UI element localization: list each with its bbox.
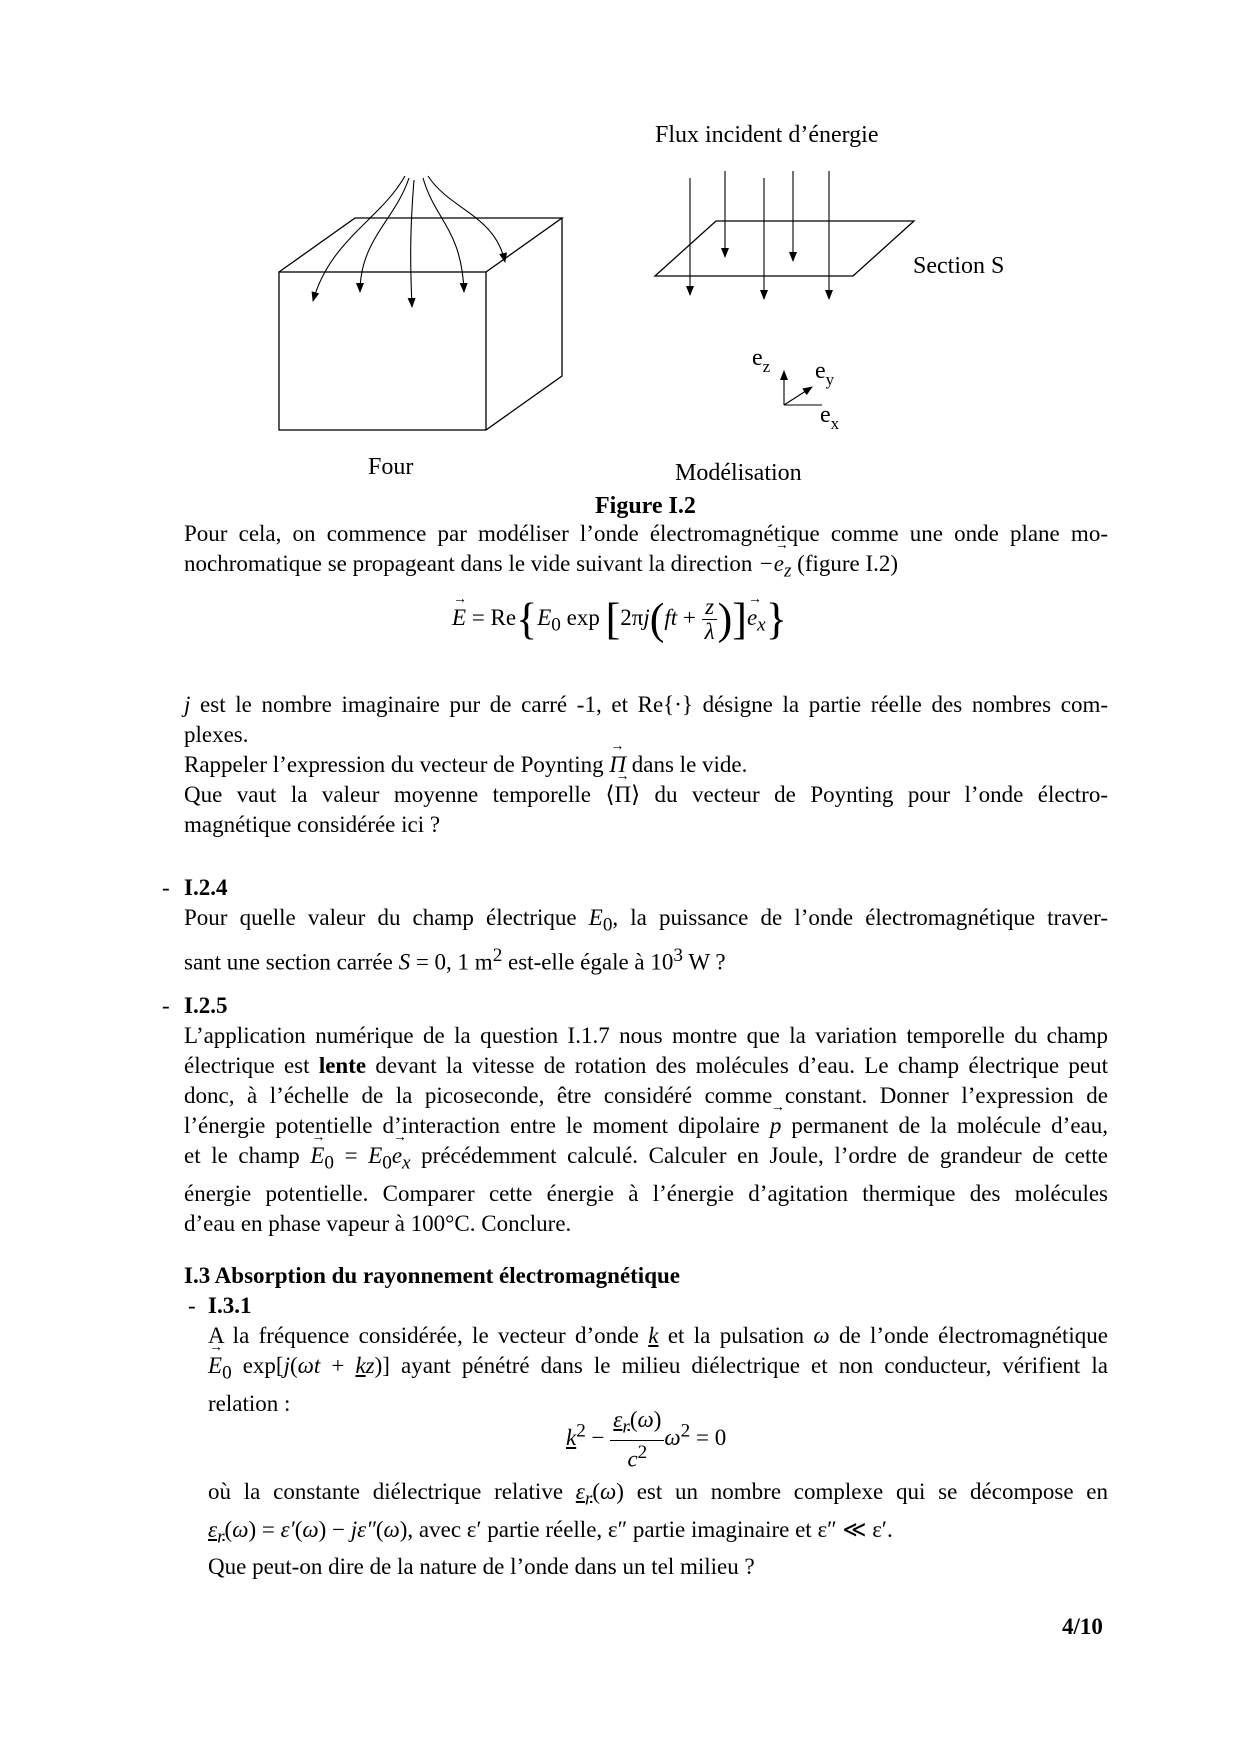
axis-ey-label: $e_y$ [815, 358, 835, 389]
q125-title: I.2.5 [184, 993, 228, 1018]
figure-caption: Figure I.2 [595, 493, 696, 519]
four-label: Four [368, 454, 414, 480]
j-paragraph: j est le nombre imaginaire pur de carré -1, et Re{·} désigne la partie réelle des nombres com- plexes. Rappeler l’expression du vecteur de Poynting → Π dans le vide. Que vaut la valeur moyenne temporelle ⟨→ Π⟩ du vecteur de Poynting pour l’onde électro- magnétique considérée ici ? [184, 690, 1108, 840]
oven-flux-arrows [313, 176, 505, 307]
q125-dash: - [162, 993, 170, 1018]
q131-title: I.3.1 [208, 1293, 252, 1318]
model-label: Modélisation [675, 460, 802, 486]
figure-diagram [0, 0, 1240, 470]
intro-paragraph: Pour cela, on commence par modéliser l’onde électromagnétique comme une onde plane mo- nochromatique se propageant dans le vide suivant la direction −→ $e_z$ (figure I.2) [184, 519, 1108, 587]
q125-text: L’application numérique de la question I.1.7 nous montre que la variation temporelle du champ électrique est lente devant la vitesse de rotation des molécules d’eau. Le champ électrique peut donc, à l’échelle de la picoseconde, être considéré comme constant. Donner l’expression de l’énergie potentielle d’interaction entre le moment dipolaire → p permanent de la molécule d’eau, et le champ → $E_0 = E_0\to e_x$ précédemment calculé. Calculer en Joule, l’ordre de grandeur de cette énergie potentielle. Comparer cette énergie à l’énergie d’agitation thermique des molécules d’eau en phase vapeur à 100°C. Conclure. [184, 1021, 1108, 1239]
q131-dash: - [188, 1293, 196, 1318]
section-label: Section S [913, 253, 1005, 279]
oven-cube [279, 218, 562, 430]
flux-label: Flux incident d’énergie [655, 122, 879, 148]
q124-dash: - [162, 875, 170, 900]
q131-text-a: A la fréquence considérée, le vecteur d’onde k et la pulsation ω de l’onde électromagnétique → $E_0$ exp[j(ωt + kz)] ayant pénétré dans le milieu diélectrique et non conducteur, vérifient la relation : [208, 1321, 1108, 1419]
axis-ex-label: $e_x$ [820, 402, 840, 433]
q131-text-b: où la constante diélectrique relative $\varepsilon_r(\omega)$ est un nombre complexe qui se décompose en $\varepsilon_r(\omega) = \varepsilon'(\omega) - j\varepsilon''(\omega)$, avec ε′ partie réelle, ε″ partie imaginaire et ε″ ≪ ε′. Que peut-on dire de la nature de l’onde dans un tel milieu ? [208, 1479, 1108, 1580]
section-13-title: I.3 Absorption du rayonnement électromagnétique [184, 1263, 680, 1288]
axis-ez-label: $e_z$ [752, 345, 771, 376]
equation-wave: → $E = Re\{E_0$ exp [2πj(ft + $\frac{z}{\lambda}$ )]→ $e_x$} [452, 595, 787, 644]
page-number: 4/10 [1062, 1614, 1103, 1639]
q124-title: I.2.4 [184, 875, 228, 900]
q124-text: Pour quelle valeur du champ électrique $E_0$, la puissance de l’onde électromagnétique traver- sant une section carrée S = 0, 1 $m^2$ est-elle égale à $10^3$ W ? [184, 905, 1108, 975]
section-plane [655, 221, 914, 276]
incident-flux-arrows [690, 171, 829, 299]
equation-dispersion: $k^2$ − $\frac{\varepsilon_r(\omega)}{c^2}$ $\omega^2 = 0$ [566, 1407, 727, 1472]
